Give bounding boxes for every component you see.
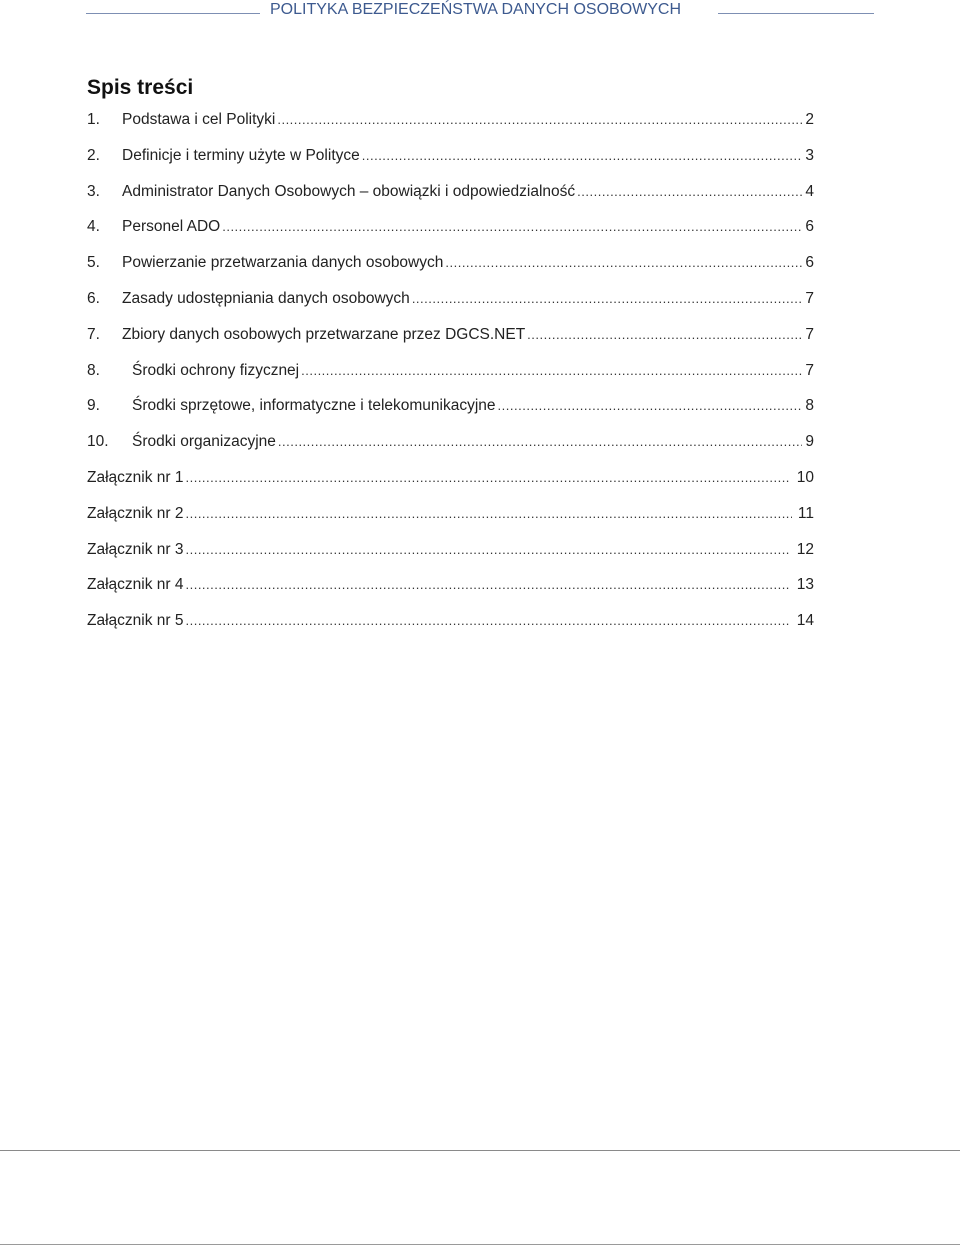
toc-entry-number: 10.: [87, 433, 109, 451]
toc-dot-leader: [498, 388, 802, 424]
toc-entry-number: 9.: [87, 397, 100, 415]
toc-entry-page: 6: [805, 218, 814, 236]
header-title: POLITYKA BEZPIECZEŃSTWA DANYCH OSOBOWYCH: [270, 1, 682, 18]
toc-dot-leader: [278, 424, 802, 460]
footer-rule: [0, 1150, 960, 1151]
toc-entry-number: 6.: [87, 289, 100, 307]
toc-entry-page: 10: [796, 468, 814, 486]
toc-entry-page: 7: [805, 289, 814, 307]
toc-entry-page: 12: [796, 540, 814, 558]
toc-entry-7[interactable]: [87, 317, 814, 353]
toc-entry-title: Definicje i terminy użyte w Polityce: [122, 146, 360, 164]
toc-entry-annex-2[interactable]: [87, 496, 814, 532]
toc-dot-leader: [577, 174, 802, 210]
toc-dot-leader: [185, 532, 790, 568]
toc-entry-title: Załącznik nr 3: [87, 540, 184, 558]
toc-entry-10[interactable]: [87, 424, 814, 460]
toc-entry-page: 6: [805, 254, 814, 272]
toc-entry-title: Środki sprzętowe, informatyczne i telekomunikacyjne: [132, 397, 496, 415]
toc-entry-title: Załącznik nr 4: [87, 576, 184, 594]
toc-dot-leader: [362, 138, 802, 174]
toc-entry-number: 3.: [87, 182, 100, 200]
toc-entry-title: Podstawa i cel Polityki: [122, 111, 276, 128]
toc-entry-6[interactable]: [87, 281, 814, 317]
toc-entry-title: Personel ADO: [122, 218, 221, 236]
toc-dot-leader: [185, 603, 790, 639]
toc-dot-leader: [185, 496, 791, 532]
toc-entry-page: 14: [796, 612, 814, 630]
toc-dot-leader: [527, 317, 802, 353]
toc-entry-9[interactable]: [87, 388, 814, 424]
toc-entry-title: Zasady udostępniania danych osobowych: [122, 289, 410, 307]
toc-entry-annex-5[interactable]: [87, 603, 814, 639]
toc-entry-page: 11: [797, 504, 814, 522]
toc-entry-1[interactable]: [87, 102, 814, 138]
toc-entry-page: 9: [805, 433, 814, 451]
toc-dot-leader: [445, 245, 802, 281]
toc-entry-title: Powierzanie przetwarzania danych osobowych: [122, 254, 444, 272]
toc-entry-page: 13: [796, 576, 814, 594]
toc-entry-page: 8: [805, 397, 814, 415]
toc-entry-number: 8.: [87, 361, 100, 379]
toc-entry-number: 2.: [87, 146, 100, 164]
header-rule-right: [718, 13, 874, 14]
table-of-contents: [87, 102, 814, 639]
page-bottom-rule: [0, 1244, 960, 1245]
toc-entry-title: Załącznik nr 5: [87, 612, 184, 630]
toc-entry-title: Środki ochrony fizycznej: [132, 361, 300, 379]
toc-dot-leader: [222, 209, 802, 245]
toc-entry-title: Zbiory danych osobowych przetwarzane przez DGCS.NET: [122, 325, 526, 343]
toc-entry-title: Załącznik nr 1: [87, 468, 184, 486]
toc-entry-number: 1.: [87, 111, 100, 128]
toc-entry-page: 7: [805, 361, 814, 379]
toc-entry-2[interactable]: [87, 138, 814, 174]
toc-entry-page: 3: [805, 146, 814, 164]
header-rule-left: [86, 13, 260, 14]
toc-dot-leader: [185, 567, 790, 603]
toc-entry-page: 4: [805, 182, 814, 200]
toc-entry-number: 5.: [87, 254, 100, 272]
toc-entry-title: Środki organizacyjne: [132, 433, 276, 451]
toc-entry-title: Administrator Danych Osobowych – obowiązki i odpowiedzialność: [122, 182, 576, 200]
toc-heading: Spis treści: [87, 76, 194, 99]
toc-entry-title: Załącznik nr 2: [87, 504, 184, 522]
toc-dot-leader: [301, 353, 802, 389]
toc-entry-8[interactable]: [87, 353, 814, 389]
toc-entry-page: 2: [805, 111, 814, 128]
toc-entry-5[interactable]: [87, 245, 814, 281]
toc-entry-3[interactable]: [87, 174, 814, 210]
toc-entry-annex-1[interactable]: [87, 460, 814, 496]
toc-entry-annex-3[interactable]: [87, 532, 814, 568]
toc-dot-leader: [185, 460, 790, 496]
toc-entry-page: 7: [805, 325, 814, 343]
toc-entry-4[interactable]: [87, 209, 814, 245]
toc-entry-annex-4[interactable]: [87, 567, 814, 603]
toc-dot-leader: [412, 281, 802, 317]
toc-entry-number: 4.: [87, 218, 100, 236]
toc-entry-number: 7.: [87, 325, 100, 343]
toc-dot-leader: [277, 102, 802, 138]
